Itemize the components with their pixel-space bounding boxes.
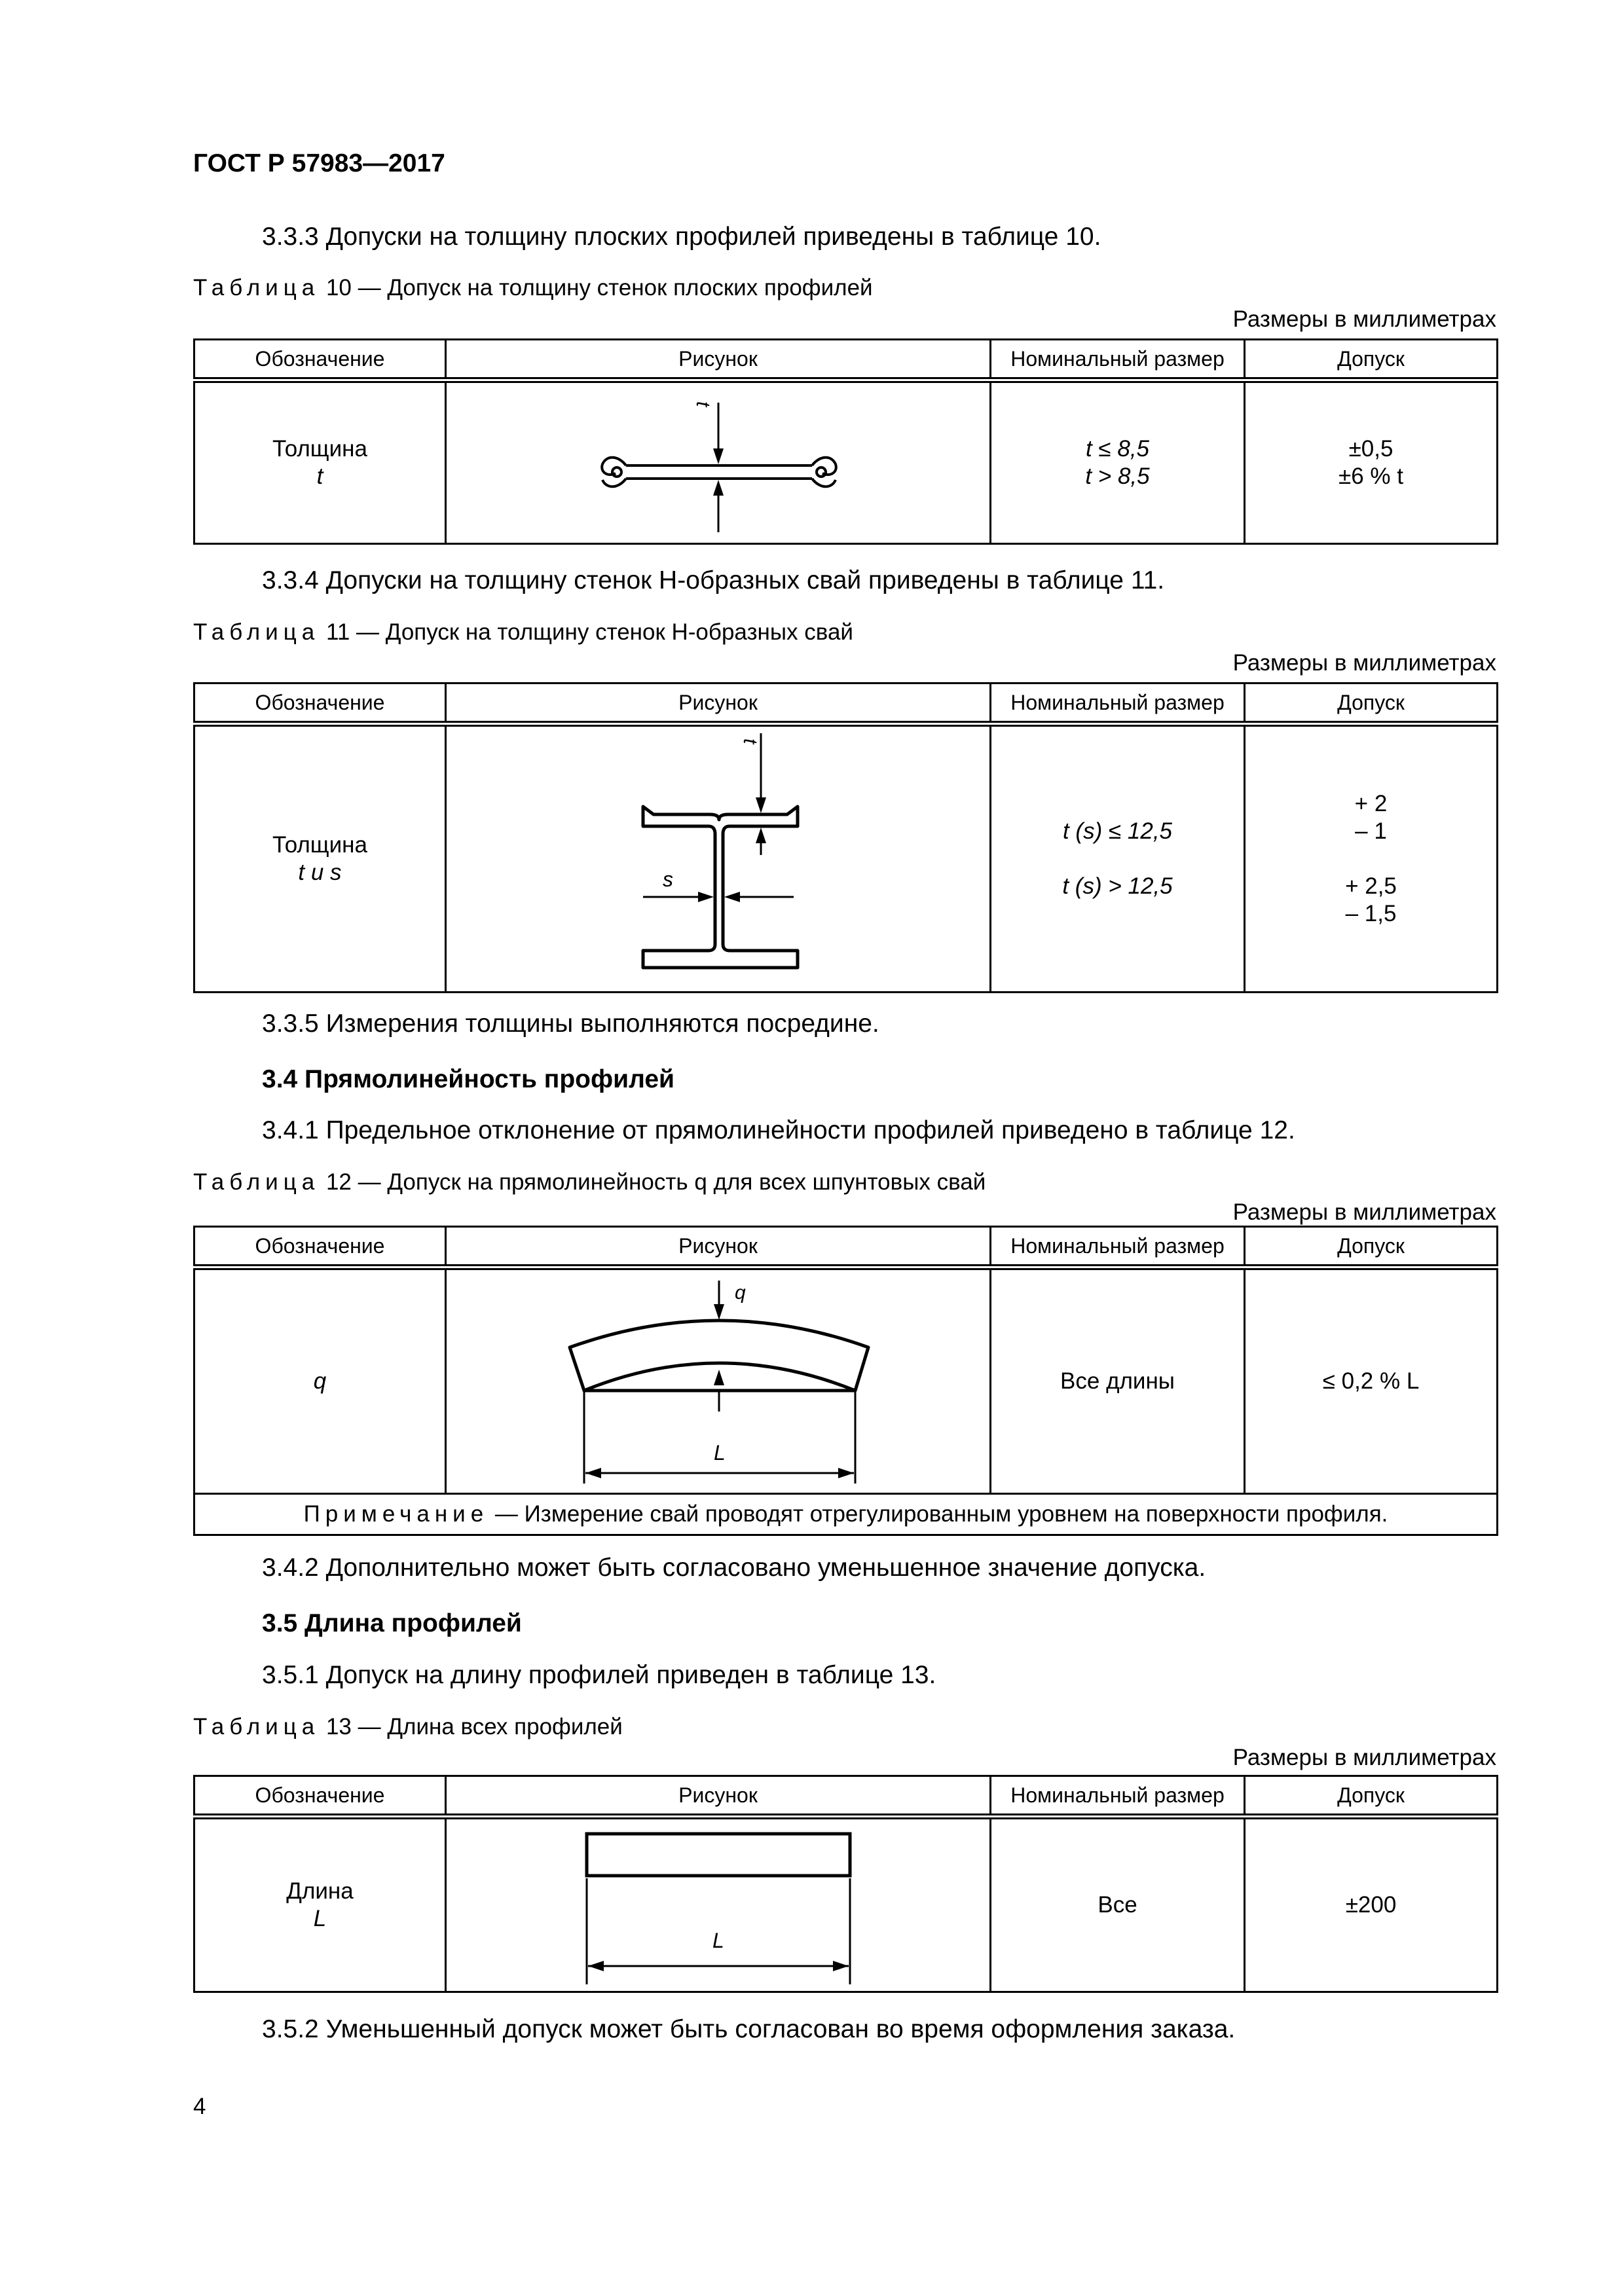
nominal-cell: Все — [991, 1817, 1245, 1992]
designation-symbol: t и s — [298, 860, 342, 885]
fig-label-t: t — [739, 738, 761, 744]
designation-symbol: L — [313, 1906, 327, 1931]
paragraph-3-3-5: 3.3.5 Измерения толщины выполняются посредине. — [262, 1010, 879, 1038]
table-row — [194, 1817, 1498, 1992]
table10-caption-text: 10 — Допуск на толщину стенок плоских профилей — [320, 275, 873, 301]
col-header-figure: Рисунок — [446, 340, 991, 380]
table-13 — [193, 1775, 1498, 1993]
table-row — [194, 380, 1498, 544]
nominal-cell: Все длины — [991, 1267, 1245, 1494]
col-header-tolerance: Допуск — [1245, 340, 1498, 380]
designation-text: Длина — [286, 1878, 354, 1904]
col-header-designation: Обозначение — [194, 1776, 446, 1817]
tolerance-value: – 1 — [1355, 818, 1387, 844]
table-word: Таблица — [193, 1169, 320, 1195]
paragraph-3-3-3: 3.3.3 Допуски на толщину плоских профилей приведены в таблице 10. — [262, 223, 1101, 251]
nominal-value: t ≤ 8,5 — [1085, 436, 1150, 462]
col-header-designation: Обозначение — [194, 683, 446, 724]
tolerance-value: ±0,5 — [1348, 436, 1393, 462]
table11-caption-text: 11 — Допуск на толщину стенок Н-образных свай — [320, 619, 853, 645]
table13-caption — [193, 1714, 623, 1740]
col-header-nominal: Номинальный размер — [991, 1227, 1245, 1267]
col-header-figure: Рисунок — [446, 1227, 991, 1267]
designation-cell: q — [194, 1267, 446, 1494]
tolerance-value: ±6 % t — [1338, 464, 1403, 489]
section-3-4-heading: 3.4 Прямолинейность профилей — [262, 1065, 674, 1093]
table-header-row — [194, 340, 1498, 380]
designation-cell — [194, 724, 446, 993]
fig-label-s: s — [663, 867, 673, 891]
tolerance-cell: ≤ 0,2 % L — [1245, 1267, 1498, 1494]
figure-cell — [446, 380, 991, 544]
fig-label-t: t — [692, 401, 714, 407]
col-header-designation: Обозначение — [194, 340, 446, 380]
tolerance-value: – 1,5 — [1345, 901, 1397, 926]
table-header-row — [194, 1776, 1498, 1817]
col-header-tolerance: Допуск — [1245, 1776, 1498, 1817]
table12-caption-text: 12 — Допуск на прямолинейность q для всех шпунтовых свай — [320, 1169, 986, 1195]
col-header-nominal: Номинальный размер — [991, 1776, 1245, 1817]
fig-label-q: q — [735, 1282, 746, 1303]
tolerance-cell — [1245, 380, 1498, 544]
table-note — [194, 1494, 1498, 1535]
table11-caption — [193, 619, 853, 646]
col-header-figure: Рисунок — [446, 683, 991, 724]
nominal-value: t > 8,5 — [1085, 464, 1150, 489]
h-pile-figure — [447, 727, 991, 991]
table-11 — [193, 682, 1498, 993]
fig-label-L: L — [712, 1929, 724, 1952]
units-label: Размеры в миллиметрах — [1232, 1745, 1496, 1770]
col-header-tolerance: Допуск — [1245, 683, 1498, 724]
table-row — [194, 724, 1498, 993]
fig-label-L: L — [714, 1441, 726, 1465]
designation-cell — [194, 380, 446, 544]
designation-text: Толщина — [272, 436, 367, 462]
designation-cell — [194, 1817, 446, 1992]
designation-symbol: t — [316, 464, 323, 489]
col-header-designation: Обозначение — [194, 1227, 446, 1267]
figure-cell — [446, 724, 991, 993]
nominal-cell — [991, 380, 1245, 544]
tolerance-value: + 2 — [1354, 791, 1388, 816]
paragraph-3-5-2: 3.5.2 Уменьшенный допуск может быть согласован во время оформления заказа. — [262, 2015, 1236, 2043]
col-header-figure: Рисунок — [446, 1776, 991, 1817]
table-note-row — [194, 1494, 1498, 1535]
table-header-row — [194, 1227, 1498, 1267]
note-word: Примечание — [303, 1501, 489, 1527]
length-figure — [447, 1819, 991, 1991]
paragraph-3-4-1: 3.4.1 Предельное отклонение от прямолинейности профилей приведено в таблице 12. — [262, 1116, 1295, 1144]
table-word: Таблица — [193, 619, 320, 645]
table10-caption — [193, 275, 873, 301]
col-header-nominal: Номинальный размер — [991, 683, 1245, 724]
paragraph-3-3-4: 3.3.4 Допуски на толщину стенок Н-образных свай приведены в таблице 11. — [262, 566, 1165, 594]
units-label: Размеры в миллиметрах — [1232, 650, 1496, 676]
nominal-value: t (s) > 12,5 — [1062, 873, 1173, 899]
document-code: ГОСТ Р 57983—2017 — [193, 149, 445, 177]
table13-caption-text: 13 — Длина всех профилей — [320, 1714, 623, 1740]
units-label: Размеры в миллиметрах — [1232, 1199, 1496, 1225]
nominal-cell — [991, 724, 1245, 993]
table-row — [194, 1267, 1498, 1494]
table-10 — [193, 338, 1498, 545]
units-label: Размеры в миллиметрах — [1232, 306, 1496, 332]
straightness-figure — [447, 1270, 991, 1493]
table12-caption — [193, 1169, 986, 1195]
section-3-5-heading: 3.5 Длина профилей — [262, 1609, 522, 1637]
table-word: Таблица — [193, 275, 320, 301]
paragraph-3-5-1: 3.5.1 Допуск на длину профилей приведен в таблице 13. — [262, 1661, 936, 1689]
figure-cell — [446, 1267, 991, 1494]
flat-profile-figure — [447, 383, 991, 543]
col-header-tolerance: Допуск — [1245, 1227, 1498, 1267]
page-number: 4 — [193, 2094, 206, 2119]
figure-cell — [446, 1817, 991, 1992]
table-header-row — [194, 683, 1498, 724]
table-word: Таблица — [193, 1714, 320, 1740]
note-text: — Измерение свай проводят отрегулированным уровнем на поверхности профиля. — [489, 1501, 1388, 1527]
tolerance-value: + 2,5 — [1345, 873, 1397, 899]
tolerance-cell — [1245, 724, 1498, 993]
tolerance-cell: ±200 — [1245, 1817, 1498, 1992]
col-header-nominal: Номинальный размер — [991, 340, 1245, 380]
tolerance-spacer — [1246, 845, 1496, 873]
paragraph-3-4-2: 3.4.2 Дополнительно может быть согласовано уменьшенное значение допуска. — [262, 1554, 1206, 1582]
table-12 — [193, 1226, 1498, 1536]
designation-text: Толщина — [272, 832, 367, 858]
nominal-value: t (s) ≤ 12,5 — [1062, 818, 1173, 844]
